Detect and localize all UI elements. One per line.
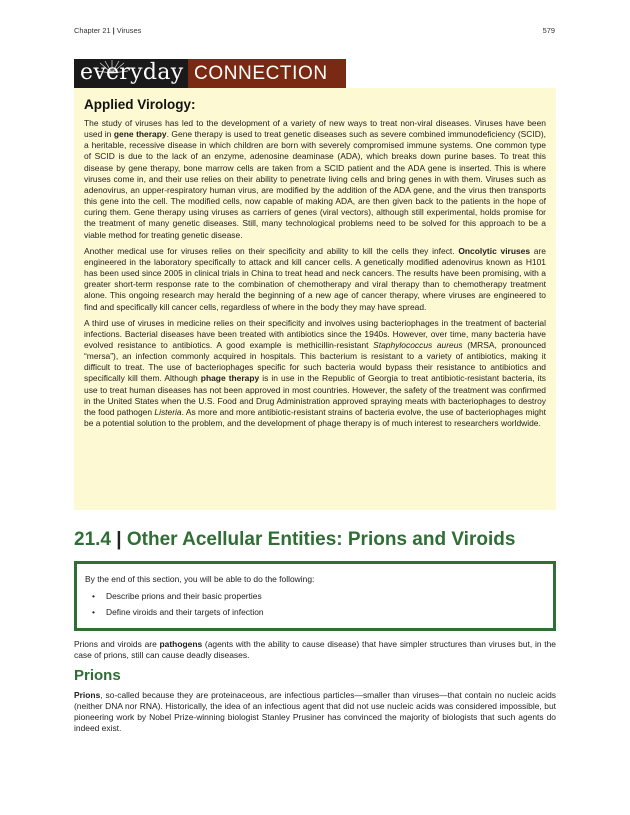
species-name: Staphylococcus aureus (373, 339, 463, 350)
feature-box (74, 88, 556, 510)
banner-connection-block (188, 59, 346, 88)
learning-objectives-box (74, 561, 556, 631)
prions-heading: Prions (74, 667, 121, 684)
feature-paragraph-1 (84, 118, 546, 241)
p3-text-b: (MRSA, pronounced “mersa”), an infection commonly acquired in hospitals. This bacterium is resistant to a variety of antibiotics, making it difficult to treat. The use of bacteriophages specific for such bacteria would bypass their resistance to antibiotics and specifically kill them. Although (84, 339, 546, 384)
p1-text-a: The study of viruses has led to the development of a variety of new ways to treat non-viral diseases. Viruses have been used in (84, 118, 546, 140)
section-heading (74, 529, 515, 551)
prions-text-b: , so-called because they are proteinaceous, are infectious particles—smaller than viruses—that contain no nucleic acids (neither DNA nor RNA). Historically, the idea of an infectious agent that did not use nucleic acids was considered impossible, but pioneering work by Nobel Prize-winning biologist Stanley Prusiner has convinced the majority of biologists that such agents do indeed exist. (74, 690, 556, 734)
prions-paragraph (74, 690, 556, 735)
header-separator: | (112, 26, 115, 35)
section-number: 21.4 (74, 529, 111, 550)
term-phage-therapy: phage therapy (200, 373, 260, 384)
objective-item (85, 591, 264, 601)
running-header (74, 26, 555, 38)
header-chapter-label: Chapter 21 (74, 26, 111, 35)
intro-text-a: Prions and viroids are (74, 639, 160, 649)
objective-item (85, 607, 264, 617)
pathogen-name: Listeria (154, 406, 182, 417)
page-number: 579 (542, 26, 555, 35)
term-oncolytic-viruses: Oncolytic viruses (458, 245, 531, 256)
banner-everyday-block (74, 59, 188, 88)
section-separator: | (116, 529, 122, 550)
p3-text-d: . As more and more antibiotic-resistant strains of bacteria evolve, the use of bacteriophages might be a potential solution to the problem, and the development of phage therapy is of much interest to researchers worldwide. (84, 406, 546, 429)
intro-text-c: (agents with the ability to cause disease) that have simpler structures than viruses but, in the case of prions, still can cause deadly diseases. (74, 639, 556, 661)
bullet-icon: • (92, 607, 95, 617)
feature-title: Applied Virology: (84, 97, 196, 112)
header-chapter (74, 26, 141, 35)
feature-paragraph-2 (84, 246, 546, 313)
section-title-text: Other Acellular Entities: Prions and Viroids (126, 529, 516, 550)
bullet-icon: • (92, 591, 95, 601)
term-gene-therapy: gene therapy (113, 129, 167, 140)
everyday-connection-banner (74, 59, 346, 88)
objective-text: Describe prions and their basic properties (106, 591, 262, 601)
p3-text-c: is in use in the Republic of Georgia to treat antibiotic-resistant bacteria, its use to treat human diseases has not been approved in most countries. However, the safety of the treatment was confirmed in the United States when the U.S. Food and Drug Administration approved spraying meats with bacteriophages to destroy the food pathogen (84, 373, 547, 417)
objectives-list (85, 591, 264, 623)
feature-paragraph-3 (84, 318, 546, 430)
feature-body (84, 118, 546, 434)
term-prions: Prions (74, 690, 101, 700)
objective-text: Define viroids and their targets of infection (106, 607, 264, 617)
banner-connection-text: CONNECTION (194, 63, 328, 84)
p3-text-a: A third use of viruses in medicine relies on their specificity and involves using bacteriophages in the treatment of bacterial infections. Bacterial diseases have been treated with antibiotics since the 1940s. However, over time, many bacteria have evolved resistance to antibiotics. A good example is methicillin-resistant (84, 317, 546, 350)
term-pathogens: pathogens (159, 639, 203, 649)
intro-paragraph (74, 639, 556, 661)
p2-text-c: are engineered in the laboratory specifically to attack and kill cancer cells. A genetically modified adenovirus known as H101 has been used since 2005 in clinical trials in China to treat head and neck cancers. The results have been promising, with a greater short-term response rate to the combination of chemotherapy and viral therapy than to chemotherapy treatment alone. This ongoing research may herald the beginning of a new age of cancer therapy, where viruses are engineered to find and specifically kill cancer cells, regardless of where in the body they may have spread. (84, 245, 546, 312)
p2-text-a: Another medical use for viruses relies on their specificity and ability to kill the cells they infect. (84, 245, 459, 256)
header-topic: Viruses (116, 26, 142, 35)
p1-text-c: . Gene therapy is used to treat genetic diseases such as severe combined immunodeficiency (SCID), a heritable, recessive disease in which children are born with severely compromised immune systems. One common type of SCID is due to the lack of an enzyme, adenosine deaminase (ADA), which breaks down purine bases. To treat this disease by gene therapy, bone marrow cells are taken from a SCID patient and the ADA gene is inserted. This is where viruses come in, and their use relies on their ability to penetrate living cells and bring genes in with them. Viruses such as adenovirus, an upper-respiratory human virus, are modified by the addition of the ADA gene, and the virus then transports this gene into the cell. The modified cells, now capable of making ADA, are then given back to the patients in the hope of curing them. Gene therapy using viruses as carriers of genes (viral vectors), although still experimental, holds promise for the treatment of many genetic diseases. Still, many technological problems need to be solved for this approach to be a viable method for treating genetic disease. (84, 129, 546, 240)
objectives-intro: By the end of this section, you will be able to do the following: (85, 574, 315, 584)
banner-everyday-text: everyday (80, 60, 184, 85)
